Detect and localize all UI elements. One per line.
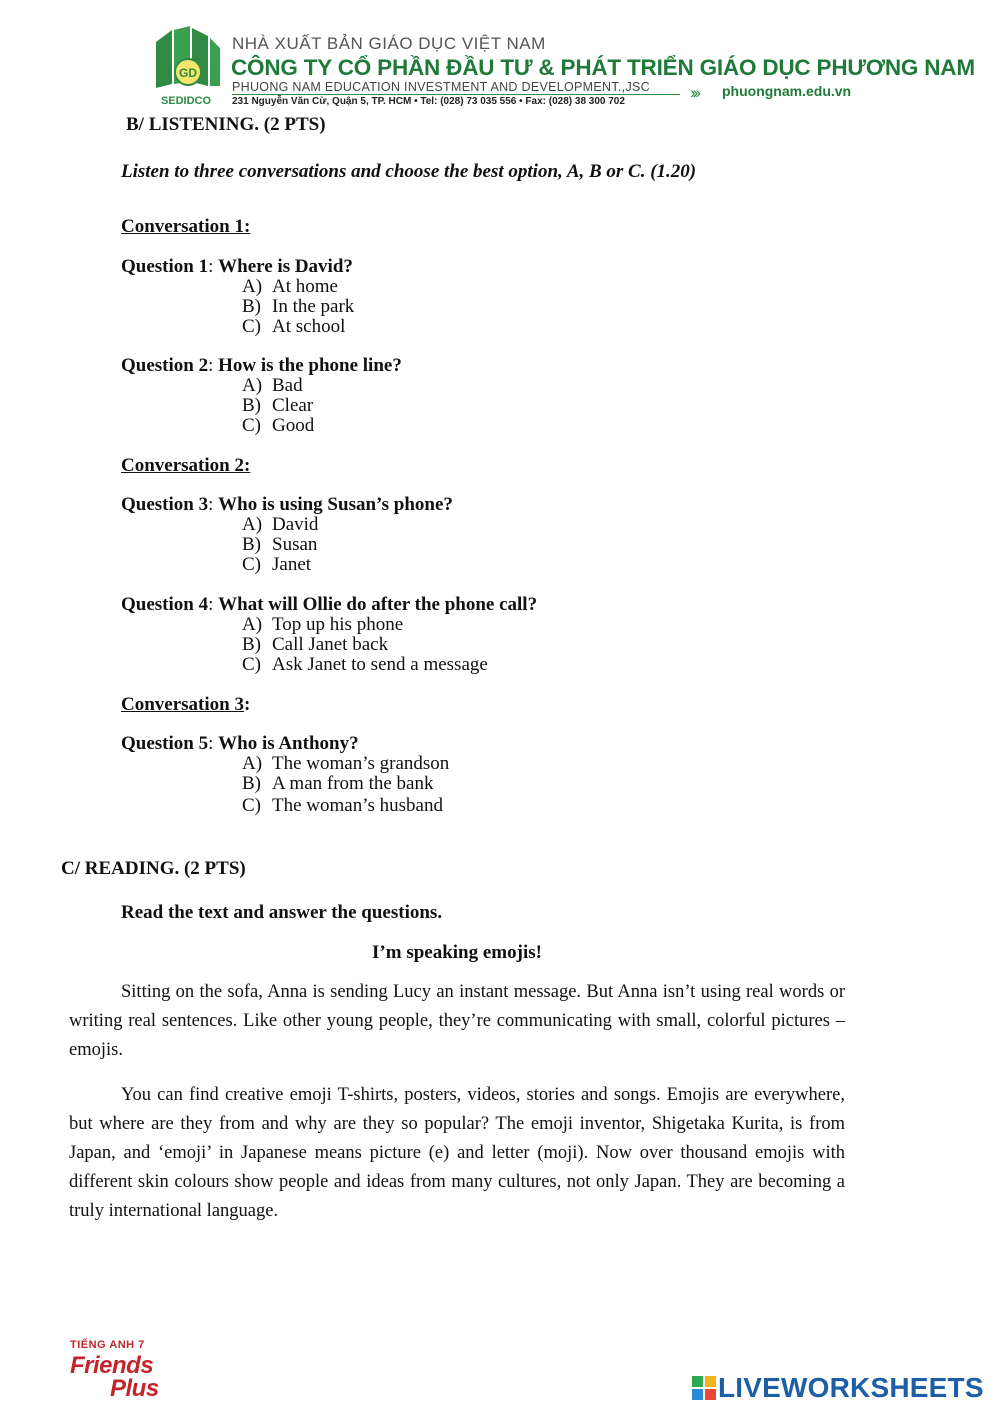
reading-heading: C/ READING. (2 PTS) xyxy=(61,858,246,879)
option-letter: C) xyxy=(242,316,261,337)
option-text: Top up his phone xyxy=(272,614,404,635)
option-text: Bad xyxy=(272,375,303,396)
option-text: Susan xyxy=(272,534,318,555)
question-text: Who is Anthony? xyxy=(218,733,359,754)
conversation-title-colon: : xyxy=(243,694,251,715)
option-letter: B) xyxy=(242,296,261,317)
book-series-label: TIẾNG ANH 7 xyxy=(70,1339,145,1351)
question-separator: : xyxy=(208,355,219,376)
option-row[interactable] xyxy=(242,655,488,675)
publisher-name: NHÀ XUẤT BẢN GIÁO DỤC VIỆT NAM xyxy=(232,34,546,53)
conversation-1-title: Conversation 1: xyxy=(121,216,251,237)
liveworksheets-logo-icon xyxy=(692,1376,716,1400)
reading-title: I’m speaking emojis! xyxy=(372,942,542,963)
option-row[interactable] xyxy=(242,317,345,337)
book-title-plus: Plus xyxy=(110,1375,159,1402)
reading-instruction: Read the text and answer the questions. xyxy=(121,902,443,923)
option-row[interactable] xyxy=(242,297,354,317)
question-4 xyxy=(121,595,537,615)
conversation-2-title: Conversation 2: xyxy=(121,455,251,476)
question-text: Who is using Susan’s phone? xyxy=(218,494,453,515)
reading-paragraph xyxy=(69,978,845,1065)
option-letter: A) xyxy=(242,753,263,774)
option-text: Ask Janet to send a message xyxy=(272,654,488,675)
option-row[interactable] xyxy=(242,555,311,575)
option-text: Good xyxy=(272,415,315,436)
option-letter: A) xyxy=(242,375,263,396)
option-text: At school xyxy=(272,316,346,337)
option-text: The woman’s grandson xyxy=(272,753,450,774)
option-letter: A) xyxy=(242,614,263,635)
svg-text:GD: GD xyxy=(179,66,197,80)
option-letter: B) xyxy=(242,534,261,555)
option-row[interactable] xyxy=(242,635,388,655)
option-row[interactable] xyxy=(242,515,318,535)
option-row[interactable] xyxy=(242,376,303,396)
sedidco-logo xyxy=(150,26,222,108)
option-text: Call Janet back xyxy=(272,634,389,655)
paragraph-text: Sitting on the sofa, Anna is sending Lucy an instant message. But Anna isn’t using real words or writing real sentences. Like other young people, they’re communicating with small, colorful pictures – emojis. xyxy=(69,982,845,1060)
company-address: 231 Nguyễn Văn Cừ, Quận 5, TP. HCM • Tel: (028) 73 035 556 • Fax: (028) 38 300 702 xyxy=(232,96,625,107)
option-text: Janet xyxy=(272,554,312,575)
question-separator: : xyxy=(208,494,219,515)
reading-paragraph xyxy=(69,1081,845,1226)
question-1 xyxy=(121,257,353,277)
option-text: At home xyxy=(272,276,338,297)
question-number: Question 4 xyxy=(121,594,209,615)
option-letter: A) xyxy=(242,514,263,535)
question-number: Question 2 xyxy=(121,355,209,376)
option-letter: A) xyxy=(242,276,263,297)
question-number: Question 5 xyxy=(121,733,209,754)
listening-heading: B/ LISTENING. (2 PTS) xyxy=(126,114,326,135)
option-row[interactable] xyxy=(242,796,443,816)
company-name: CÔNG TY CỔ PHẦN ĐẦU TƯ & PHÁT TRIỂN GIÁO DỤC PHƯƠNG NAM xyxy=(231,55,975,80)
option-row[interactable] xyxy=(242,396,313,416)
option-row[interactable] xyxy=(242,535,317,555)
option-letter: B) xyxy=(242,395,261,416)
conversation-3-title xyxy=(121,695,250,715)
question-separator: : xyxy=(208,256,219,277)
option-row[interactable] xyxy=(242,277,338,297)
option-text: In the park xyxy=(272,296,355,317)
option-letter: C) xyxy=(242,795,261,816)
question-2 xyxy=(121,356,402,376)
question-number: Question 3 xyxy=(121,494,209,515)
option-text: The woman’s husband xyxy=(272,795,443,816)
question-text: Where is David? xyxy=(218,256,353,277)
header-divider xyxy=(232,94,680,95)
conversation-title-text: Conversation 3 xyxy=(121,694,244,715)
liveworksheets-brand[interactable]: LIVEWORKSHEETS xyxy=(718,1372,984,1403)
option-letter: B) xyxy=(242,773,261,794)
question-3 xyxy=(121,495,453,515)
question-5 xyxy=(121,734,359,754)
question-separator: : xyxy=(208,733,219,754)
question-text: What will Ollie do after the phone call? xyxy=(218,594,538,615)
chevrons-icon: ››› xyxy=(690,83,698,102)
listening-instruction: Listen to three conversations and choose the best option, A, B or C. (1.20) xyxy=(121,161,697,182)
option-text: A man from the bank xyxy=(272,773,434,794)
option-text: Clear xyxy=(272,395,314,416)
option-letter: B) xyxy=(242,634,261,655)
option-row[interactable] xyxy=(242,774,433,794)
company-english-name: PHUONG NAM EDUCATION INVESTMENT AND DEVELOPMENT.,JSC xyxy=(232,80,650,94)
option-letter: C) xyxy=(242,554,261,575)
option-row[interactable] xyxy=(242,754,449,774)
question-text: How is the phone line? xyxy=(218,355,402,376)
option-row[interactable] xyxy=(242,615,403,635)
option-letter: C) xyxy=(242,654,261,675)
website-link[interactable]: phuongnam.edu.vn xyxy=(722,83,852,99)
option-letter: C) xyxy=(242,415,261,436)
svg-text:SEDIDCO: SEDIDCO xyxy=(160,95,212,107)
option-text: David xyxy=(272,514,319,535)
option-row[interactable] xyxy=(242,416,314,436)
question-number: Question 1 xyxy=(121,256,209,277)
book-title-friends: Friends xyxy=(70,1352,154,1379)
question-separator: : xyxy=(208,594,219,615)
paragraph-text: You can find creative emoji T-shirts, posters, videos, stories and songs. Emojis are everywhere, but where are they from and why are they so popular? The emoji inventor, Shigetaka Kurita, is from Japan, and ‘emoji’ in Japanese means picture (e) and letter (moji). Now over thousand emojis with different skin colours show people and ideas from many cultures, not only Japan. They are becoming a truly international language. xyxy=(69,1085,845,1221)
